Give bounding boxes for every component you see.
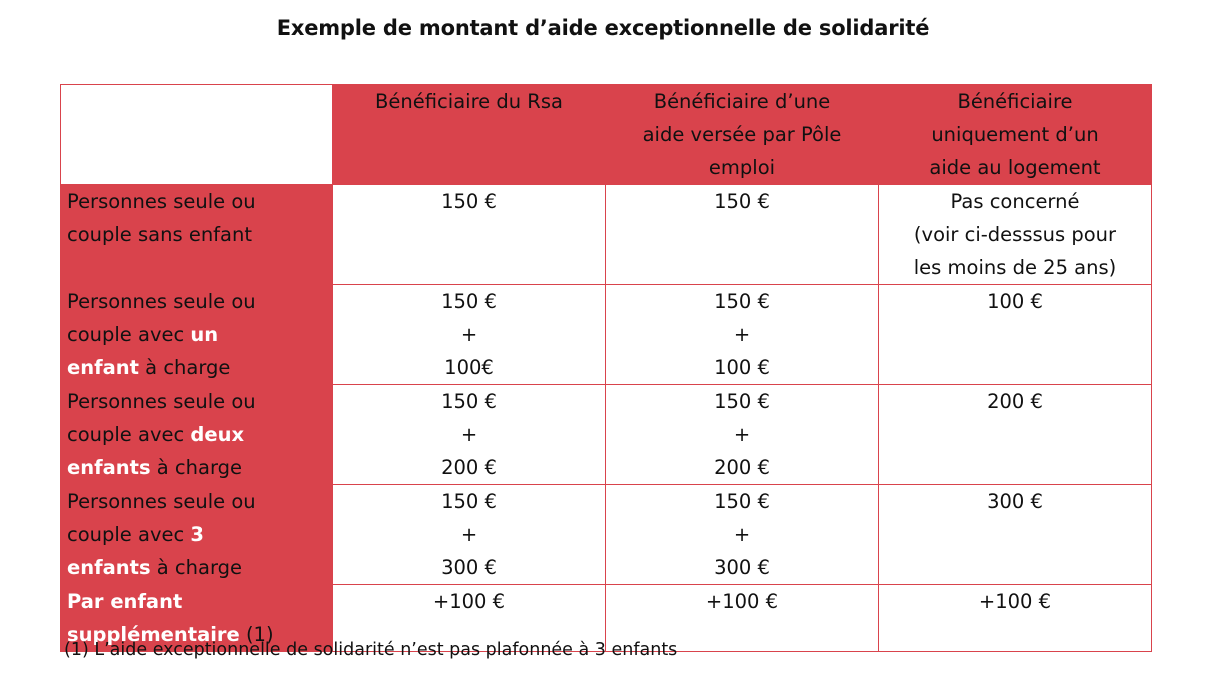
amount: 150 € [441,390,497,413]
cell-pole-emploi [606,285,879,385]
amount: 150 € [441,490,497,513]
row-label [61,385,333,485]
header-text: uniquement d’un [931,123,1099,146]
amount: 300 € [441,556,497,579]
row-label-highlight: enfant [67,356,139,379]
cell-aide-logement [879,285,1152,385]
cell-rsa [333,185,606,285]
cell-rsa [333,385,606,485]
amount: 150 € [714,190,770,213]
row-label-highlight: un [190,323,219,346]
amount: +100 € [432,590,506,613]
amount: 200 € [714,456,770,479]
header-text: aide versée par Pôle [642,123,842,146]
amount: 150 € [441,190,497,213]
amount: 300 € [714,556,770,579]
amount: 150 € [714,390,770,413]
header-text: Bénéficiaire [957,90,1073,113]
cell-aide-logement [879,585,1152,652]
table-corner-cell [61,85,333,185]
amount: 150 € [714,290,770,313]
plus-sign: + [733,423,751,446]
header-text: Bénéficiaire d’une [653,90,831,113]
amount: +100 € [705,590,779,613]
row-label-highlight: enfants [67,456,151,479]
footnote: (1) L’aide exceptionnelle de solidarité n’est pas plafonnée à 3 enfants [64,640,678,660]
row-label-text: Personnes seule ou [67,390,256,413]
table-row [61,385,1152,485]
cell-text: Pas concerné [950,190,1080,213]
header-rsa [333,85,606,185]
cell-aide-logement [879,385,1152,485]
cell-pole-emploi [606,485,879,585]
plus-sign: + [460,523,478,546]
page-title: Exemple de montant d’aide exceptionnelle de solidarité [276,16,930,40]
header-text: emploi [708,156,776,179]
amount: 100€ [444,356,494,379]
table-row [61,185,1152,285]
row-label-highlight: deux [190,423,245,446]
plus-sign: + [460,423,478,446]
amount: 300 € [987,490,1043,513]
cell-rsa [333,285,606,385]
row-label [61,485,333,585]
aid-amount-table [60,84,1152,652]
row-label-text: à charge [150,456,242,479]
table-header-row [61,85,1152,185]
cell-aide-logement [879,485,1152,585]
amount: 200 € [987,390,1043,413]
row-label-text: Personnes seule ou [67,190,256,213]
row-label-highlight: Par enfant [67,590,183,613]
row-label-text: (1) [239,623,274,646]
header-aide-logement [879,85,1152,185]
row-label-text: couple avec [67,423,191,446]
header-text: Bénéficiaire du Rsa [375,90,563,113]
header-text: aide au logement [929,156,1101,179]
cell-text: les moins de 25 ans) [913,256,1117,279]
amount: 150 € [441,290,497,313]
row-label-highlight: supplémentaire [67,623,240,646]
cell-rsa [333,485,606,585]
plus-sign: + [733,523,751,546]
row-label [61,185,333,285]
table-row [61,285,1152,385]
row-label-text: couple sans enfant [67,223,253,246]
table-row [61,485,1152,585]
plus-sign: + [460,323,478,346]
plus-sign: + [733,323,751,346]
row-label-text: Personnes seule ou [67,490,256,513]
row-label-text: à charge [138,356,231,379]
row-label [61,285,333,385]
amount: 100 € [987,290,1043,313]
row-label-highlight: enfants [67,556,151,579]
header-pole-emploi [606,85,879,185]
row-label-text: à charge [150,556,242,579]
cell-aide-logement [879,185,1152,285]
row-label-text: Personnes seule ou [67,290,256,313]
cell-text: (voir ci-desssus pour [913,223,1117,246]
row-label-highlight: 3 [190,523,204,546]
amount: 200 € [441,456,497,479]
amount: 150 € [714,490,770,513]
amount: 100 € [714,356,770,379]
row-label-text: couple avec [67,523,191,546]
row-label-text: couple avec [67,323,191,346]
amount: +100 € [978,590,1052,613]
cell-pole-emploi [606,385,879,485]
cell-pole-emploi [606,185,879,285]
